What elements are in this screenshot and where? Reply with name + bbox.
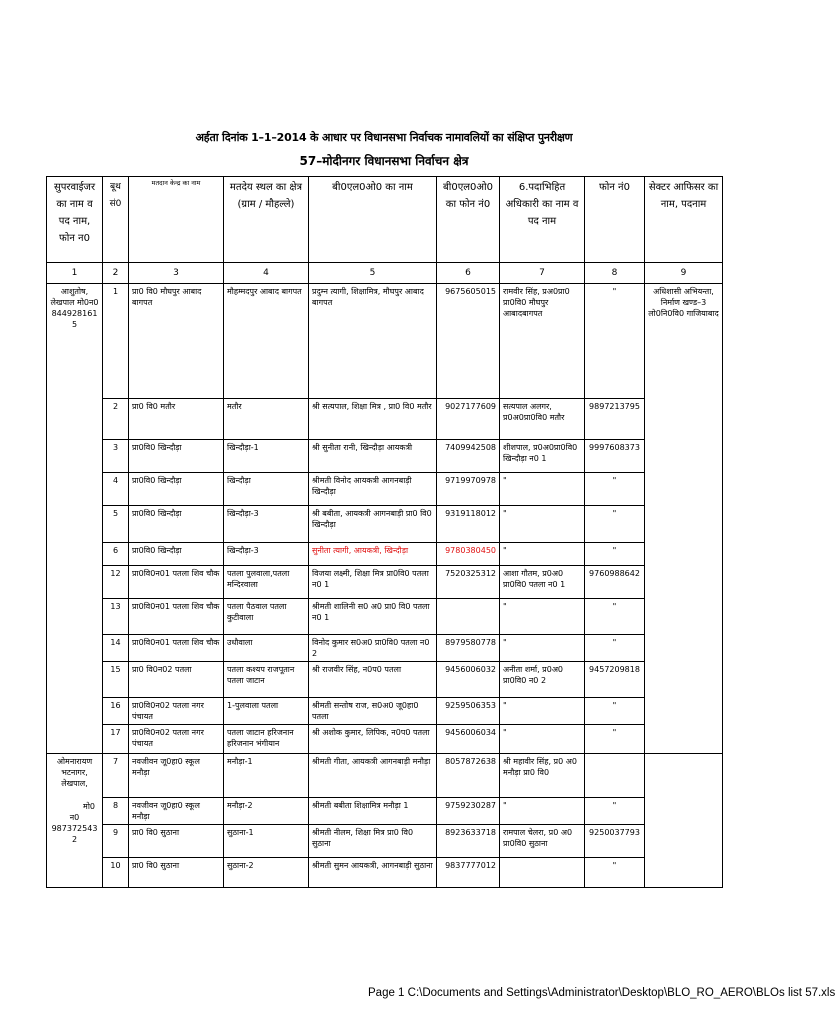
- blo-phone: 8979580778: [437, 635, 500, 662]
- station-name: नवजीवन जू0हा0 स्कूल मनौड़ा: [129, 754, 224, 798]
- header-row: [47, 177, 723, 263]
- area: पतला जाटान हरिजनान हरिजनान भंगीयान: [224, 725, 309, 754]
- area: खिन्दौड़ा-1: [224, 440, 309, 473]
- phone: 9250037793: [585, 825, 645, 858]
- station-name: प्रा0 वि0 सुठाना: [129, 825, 224, 858]
- blo-name: श्रीमती बबीता शिक्षामित्र मनौड़ा 1: [309, 798, 437, 825]
- table-row: [47, 543, 723, 566]
- officer: रामवीर सिंह, प्रअ0प्रा0 प्रा0वि0 मौघपुर आबादबागपत: [500, 284, 585, 399]
- station-name: प्रा0 वि0 सुठाना: [129, 858, 224, 888]
- blo-phone: 8923633718: [437, 825, 500, 858]
- table-row: [47, 798, 723, 825]
- booth-number: 16: [103, 698, 129, 725]
- officer: ": [500, 599, 585, 635]
- table-row: [47, 473, 723, 506]
- supervisor-phone: 8449281615: [51, 309, 98, 329]
- header-blo-name: बी0एल0ओ0 का नाम: [309, 177, 437, 263]
- supervisor-name: ओमनारायण: [56, 757, 93, 766]
- booth-number: 12: [103, 566, 129, 599]
- column-number: 4: [224, 263, 309, 284]
- officer: अनीता शर्मा, प्र0अ0 प्रा0वि0 न0 2: [500, 662, 585, 698]
- table-row: [47, 698, 723, 725]
- sector-officer-empty: [645, 754, 723, 888]
- blo-name: श्रीमती सुमन आयकत्री, आगनबाड़ी सुठाना: [309, 858, 437, 888]
- blo-name: विनोद कुमार स0अ0 प्रा0वि0 पतला न0 2: [309, 635, 437, 662]
- table-row: [47, 440, 723, 473]
- blo-name: श्री सत्यपाल, शिक्षा मित्र , प्रा0 वि0 मतौर: [309, 399, 437, 440]
- area: मौहम्मदपुर आबाद बागपत: [224, 284, 309, 399]
- officer: रामपाल चेलरा, प्र0 अ0 प्रा0वि0 सुठाना: [500, 825, 585, 858]
- column-number: 9: [645, 263, 723, 284]
- station-name: प्रा0वि0न02 पतला नगर पंचायत: [129, 725, 224, 754]
- blo-phone: 9456006032: [437, 662, 500, 698]
- officer: ": [500, 798, 585, 825]
- blo-phone: 9759230287: [437, 798, 500, 825]
- table-row: [47, 754, 723, 798]
- area: पतला पुलवाला,पतला मन्दिरवाला: [224, 566, 309, 599]
- supervisor-post: लेखपाल मो0न0: [50, 298, 99, 307]
- area: सुठाना-2: [224, 858, 309, 888]
- booth-number: 1: [103, 284, 129, 399]
- station-name: प्रा0 वि0न02 पतला: [129, 662, 224, 698]
- header-phone: फोन नं0: [585, 177, 645, 263]
- table-row: [47, 725, 723, 754]
- blo-name: श्री बबीता, आयकत्री आगनबाड़ी प्रा0 वि0 खिन्दौड़ा: [309, 506, 437, 543]
- phone: 9760988642: [585, 566, 645, 599]
- station-name: प्रा0वि0 खिन्दौड़ा: [129, 440, 224, 473]
- supervisor-cell: [47, 284, 103, 754]
- officer: ": [500, 543, 585, 566]
- phone: [585, 754, 645, 798]
- blo-name: श्रीमती गीता, आयकत्री आगनबाड़ी मनौड़ा: [309, 754, 437, 798]
- blo-name: श्री सुनीता रानी, खिन्दौड़ा आयकत्री: [309, 440, 437, 473]
- booth-number: 2: [103, 399, 129, 440]
- blo-phone: 7409942508: [437, 440, 500, 473]
- station-name: प्रा0वि0 खिन्दौड़ा: [129, 473, 224, 506]
- phone: 9457209818: [585, 662, 645, 698]
- blo-phone: 9780380450: [437, 543, 500, 566]
- blo-phone: 9027177609: [437, 399, 500, 440]
- area: सुठाना-1: [224, 825, 309, 858]
- booth-number: 5: [103, 506, 129, 543]
- officer: ": [500, 473, 585, 506]
- supervisor-mo: मो0: [83, 802, 95, 811]
- phone: ": [585, 635, 645, 662]
- supervisor-cell: [47, 754, 103, 888]
- blo-table: [46, 176, 723, 888]
- station-name: प्रा0वि0 खिन्दौड़ा: [129, 543, 224, 566]
- area: पतला पैठवाल पतला कुटीवाला: [224, 599, 309, 635]
- column-number-row: [47, 263, 723, 284]
- station-name: प्रा0वि0न02 पतला नगर पंचायत: [129, 698, 224, 725]
- phone: ": [585, 725, 645, 754]
- phone: ": [585, 858, 645, 888]
- blo-name: श्री अशोक कुमार, लिपिक, न0प0 पतला: [309, 725, 437, 754]
- booth-number: 3: [103, 440, 129, 473]
- column-number: 6: [437, 263, 500, 284]
- booth-number: 10: [103, 858, 129, 888]
- booth-number: 4: [103, 473, 129, 506]
- blo-name: विजया लक्ष्मी, शिक्षा मित्र प्रा0वि0 पतला न0 1: [309, 566, 437, 599]
- officer: शीशपाल, प्र0अ0प्रा0वि0 खिन्दौड़ा न0 1: [500, 440, 585, 473]
- column-number: 1: [47, 263, 103, 284]
- blo-name: श्रीमती नीलम, शिक्षा मित्र प्रा0 वि0 सुठाना: [309, 825, 437, 858]
- table-row: [47, 566, 723, 599]
- phone: ": [585, 798, 645, 825]
- document-title-line1: अर्हता दिनांक 1–1–2014 के आधार पर विधानसभा निर्वाचक नामावलियों का संक्षिप्त पुनरीक्षण: [195, 131, 573, 144]
- station-name: प्रा0वि0 खिन्दौड़ा: [129, 506, 224, 543]
- supervisor-phone: न0 9873725432: [51, 813, 98, 844]
- column-number: 2: [103, 263, 129, 284]
- area: मतौर: [224, 399, 309, 440]
- booth-number: 14: [103, 635, 129, 662]
- blo-phone: 7520325312: [437, 566, 500, 599]
- booth-number: 8: [103, 798, 129, 825]
- area: पतला कश्यप राजपूतान पतला जाटान: [224, 662, 309, 698]
- blo-name: श्रीमती विनोद आयकत्री आगनबाड़ी खिन्दौड़ा: [309, 473, 437, 506]
- sector-officer: अधिशासी अभियन्ता, निर्माण खण्ड–3 लो0नि0वि0 गाजियाबाद: [645, 284, 723, 754]
- station-name: प्रा0 वि0 मतौर: [129, 399, 224, 440]
- blo-phone: 9675605015: [437, 284, 500, 399]
- blo-name: श्रीमती शालिनी स0 अ0 प्रा0 वि0 पतला न0 1: [309, 599, 437, 635]
- area: खिन्दौड़ा: [224, 473, 309, 506]
- blo-name: श्री राजवीर सिंह, न0प0 पतला: [309, 662, 437, 698]
- table-row: [47, 858, 723, 888]
- header-station-name: मतदान केन्द्र का नाम: [129, 177, 224, 263]
- phone: ": [585, 506, 645, 543]
- blo-phone: 9259506353: [437, 698, 500, 725]
- booth-number: 13: [103, 599, 129, 635]
- column-number: 7: [500, 263, 585, 284]
- blo-name: प्रदुम्न त्यागी, शिक्षामित्र, मौघपुर आबाद बागपत: [309, 284, 437, 399]
- officer: ": [500, 698, 585, 725]
- station-name: प्रा0वि0न01 पतला शिव चौक: [129, 599, 224, 635]
- area: 1-पुलवाला पतला: [224, 698, 309, 725]
- officer: ": [500, 635, 585, 662]
- table-row: [47, 599, 723, 635]
- area: उधौवाला: [224, 635, 309, 662]
- booth-number: 9: [103, 825, 129, 858]
- header-sector: सेक्टर आफिसर का नाम, पदनाम: [645, 177, 723, 263]
- phone: 9897213795: [585, 399, 645, 440]
- header-supervisor: सुपरवाईजर का नाम व पद नाम, फोन न0: [47, 177, 103, 263]
- blo-phone: 8057872638: [437, 754, 500, 798]
- officer: [500, 858, 585, 888]
- table-row: [47, 662, 723, 698]
- booth-number: 7: [103, 754, 129, 798]
- phone: ": [585, 599, 645, 635]
- area: मनौड़ा-1: [224, 754, 309, 798]
- booth-number: 17: [103, 725, 129, 754]
- station-name: प्रा0 वि0 मौघपुर आबाद बागपत: [129, 284, 224, 399]
- header-area: मतदेय स्थल का क्षेत्र (ग्राम / मौहल्ले): [224, 177, 309, 263]
- table-row: [47, 635, 723, 662]
- supervisor-place: भटनागर,: [61, 768, 88, 777]
- officer: श्री महावीर सिंह, प्र0 अ0 मनौड़ा प्रा0 वि0: [500, 754, 585, 798]
- phone: ": [585, 473, 645, 506]
- column-number: 8: [585, 263, 645, 284]
- officer: ": [500, 725, 585, 754]
- phone: 9997608373: [585, 440, 645, 473]
- page-footer: Page 1 C:\Documents and Settings\Administrator\Desktop\BLO_RO_AERO\BLOs list 57.xls: [368, 987, 835, 999]
- station-name: प्रा0वि0न01 पतला शिव चौक: [129, 635, 224, 662]
- area: खिन्दौड़ा-3: [224, 506, 309, 543]
- officer: ": [500, 506, 585, 543]
- supervisor-post: लेखपाल,: [61, 779, 88, 788]
- header-booth-no: बूथ सं0: [103, 177, 129, 263]
- booth-number: 15: [103, 662, 129, 698]
- blo-name: सुनीता त्यागी, आयकत्री, खिन्दौड़ा: [309, 543, 437, 566]
- area: खिन्दौड़ा-3: [224, 543, 309, 566]
- blo-phone: 9319118012: [437, 506, 500, 543]
- table-row: [47, 284, 723, 399]
- booth-number: 6: [103, 543, 129, 566]
- blo-phone: [437, 599, 500, 635]
- blo-name: श्रीमती सन्तोष राज, स0अ0 जू0हा0 पतला: [309, 698, 437, 725]
- blo-phone: 9719970978: [437, 473, 500, 506]
- blo-phone: 9837777012: [437, 858, 500, 888]
- phone: ": [585, 284, 645, 399]
- station-name: प्रा0वि0न01 पतला शिव चौक: [129, 566, 224, 599]
- supervisor-name: आशुतोष,: [60, 287, 89, 296]
- header-blo-phone: बी0एल0ओ0 का फोन नं0: [437, 177, 500, 263]
- officer: सत्यपाल अलगर, प्र0अ0प्रा0वि0 मतौर: [500, 399, 585, 440]
- area: मनौड़ा-2: [224, 798, 309, 825]
- station-name: नवजीवन जू0हा0 स्कूल मनौड़ा: [129, 798, 224, 825]
- phone: ": [585, 698, 645, 725]
- blo-phone: 9456006034: [437, 725, 500, 754]
- table-row: [47, 399, 723, 440]
- column-number: 5: [309, 263, 437, 284]
- table-row: [47, 506, 723, 543]
- phone: ": [585, 543, 645, 566]
- officer: आशा गौतम, प्र0अ0 प्रा0वि0 पतला न0 1: [500, 566, 585, 599]
- header-officer: 6.पदाभिहित अधिकारी का नाम व पद नाम: [500, 177, 585, 263]
- document-title-line2: 57–मोदीनगर विधानसभा निर्वाचन क्षेत्र: [299, 154, 469, 168]
- column-number: 3: [129, 263, 224, 284]
- table-row: [47, 825, 723, 858]
